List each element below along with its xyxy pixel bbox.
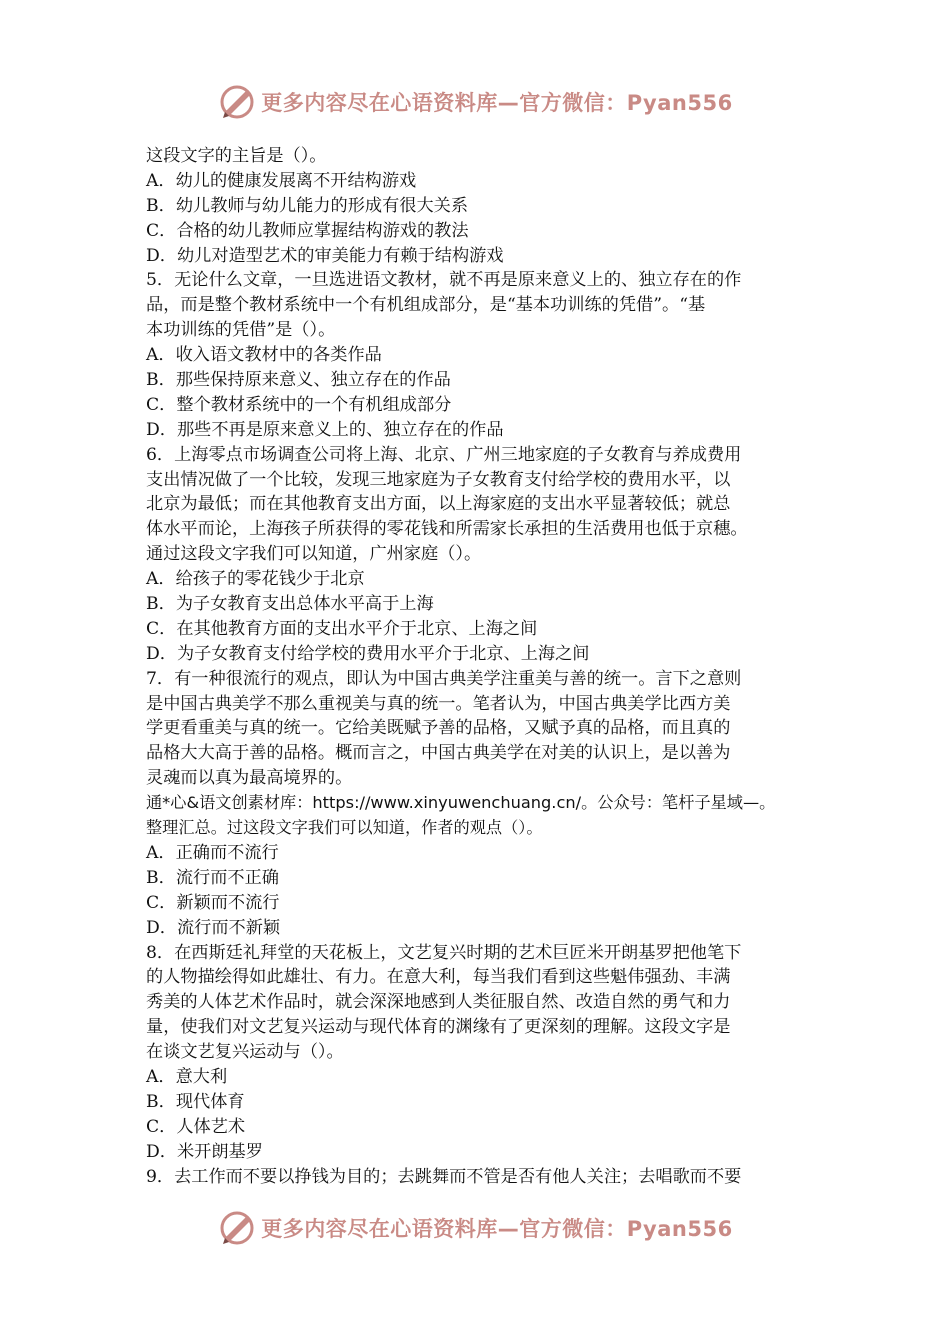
text-line: A．正确而不流行: [146, 842, 279, 863]
text-line: A．给孩子的零花钱少于北京: [146, 569, 365, 590]
text-line: 品，而是整个教材系统中一个有机组成部分，是“基本功训练的凭借”。“基: [146, 295, 706, 316]
text-line: 秀美的人体艺术作品时，就会深深地感到人类征服自然、改造自然的勇气和力: [146, 992, 731, 1013]
text-line: C．合格的幼儿教师应掌握结构游戏的教法: [146, 220, 469, 241]
text-line: 这段文字的主旨是（）。: [146, 146, 327, 166]
text-line: 品格大大高于善的品格。概而言之，中国古典美学在对美的认识上，是以善为: [146, 743, 731, 764]
text-line: 6．上海零点市场调查公司将上海、北京、广州三地家庭的子女教育与养成费用: [146, 444, 742, 465]
text-line: D．流行而不新颖: [146, 917, 281, 938]
text-line: 的人物描绘得如此雄壮、有力。在意大利，每当我们看到这些魁伟强劲、丰满: [146, 967, 731, 988]
text-line: 8．在西斯廷礼拜堂的天花板上，文艺复兴时期的艺术巨匠米开朗基罗把他笔下: [146, 942, 742, 963]
text-line: 在谈文艺复兴运动与（）。: [146, 1042, 344, 1063]
text-line: C．新颖而不流行: [146, 892, 280, 913]
text-line: B．为子女教育支出总体水平高于上海: [146, 594, 434, 615]
text-line: B．幼儿教师与幼儿能力的形成有很大关系: [146, 195, 469, 216]
text-line: 量，使我们对文艺复兴运动与现代体育的渊缘有了更深刻的理解。这段文字是: [146, 1017, 731, 1038]
text-line: B．现代体育: [146, 1091, 245, 1112]
text-line: B．那些保持原来意义、独立存在的作品: [146, 370, 451, 391]
text-line: 9．去工作而不要以挣钱为目的；去跳舞而不管是否有他人关注；去唱歌而不要: [146, 1166, 742, 1187]
text-line: A．收入语文教材中的各类作品: [146, 345, 382, 366]
text-line: 灵魂而以真为最高境界的。: [146, 768, 353, 789]
text-line: 本功训练的凭借”是（）。: [146, 320, 336, 341]
text-line: D．那些不再是原来意义上的、独立存在的作品: [146, 419, 504, 440]
text-line: C．整个教材系统中的一个有机组成部分: [146, 394, 452, 415]
source-note-line: 整理汇总。过这段文字我们可以知道，作者的观点（）。: [146, 818, 543, 838]
text-line: 体水平而论，上海孩子所获得的零花钱和所需家长承担的生活费用也低于京穗。: [146, 519, 748, 540]
watermark-text: 更多内容尽在心语资料库—官方微信：Pyan556: [261, 1217, 733, 1241]
text-line: 支出情况做了一个比较，发现三地家庭为子女教育支付给学校的费用水平，以: [146, 469, 731, 490]
text-line: D．幼儿对造型艺术的审美能力有赖于结构游戏: [146, 245, 504, 266]
text-line: 7．有一种很流行的观点，即认为中国古典美学注重美与善的统一。言下之意则: [146, 668, 742, 689]
text-line: B．流行而不正确: [146, 867, 279, 888]
pen-logo-icon: [217, 82, 257, 122]
text-line: 学更看重美与真的统一。它给美既赋予善的品格，又赋予真的品格，而且真的: [146, 718, 731, 739]
footer-watermark-banner: [0, 1208, 950, 1248]
text-line: 通过这段文字我们可以知道，广州家庭（）。: [146, 544, 482, 565]
header-watermark-banner: [0, 82, 950, 122]
text-line: D．米开朗基罗: [146, 1141, 263, 1162]
document-body: [146, 144, 826, 1189]
text-line: C．在其他教育方面的支出水平介于北京、上海之间: [146, 618, 538, 639]
text-line: C．人体艺术: [146, 1116, 246, 1137]
text-line: D．为子女教育支付给学校的费用水平介于北京、上海之间: [146, 643, 590, 664]
text-line: A．意大利: [146, 1066, 228, 1087]
text-line: 5．无论什么文章，一旦选进语文教材，就不再是原来意义上的、独立存在的作: [146, 270, 742, 291]
watermark-text: 更多内容尽在心语资料库—官方微信：Pyan556: [261, 91, 733, 115]
text-line: 北京为最低；而在其他教育支出方面，以上海家庭的支出水平显著较低；就总: [146, 494, 731, 515]
pen-logo-icon: [217, 1208, 257, 1248]
text-line: A．幼儿的健康发展离不开结构游戏: [146, 170, 417, 191]
source-note-line: 通*心&语文创素材库：https://www.xinyuwenchuang.cn/。公众号：笔杆子星域—。: [146, 793, 776, 813]
text-line: 是中国古典美学不那么重视美与真的统一。笔者认为，中国古典美学比西方美: [146, 693, 731, 714]
